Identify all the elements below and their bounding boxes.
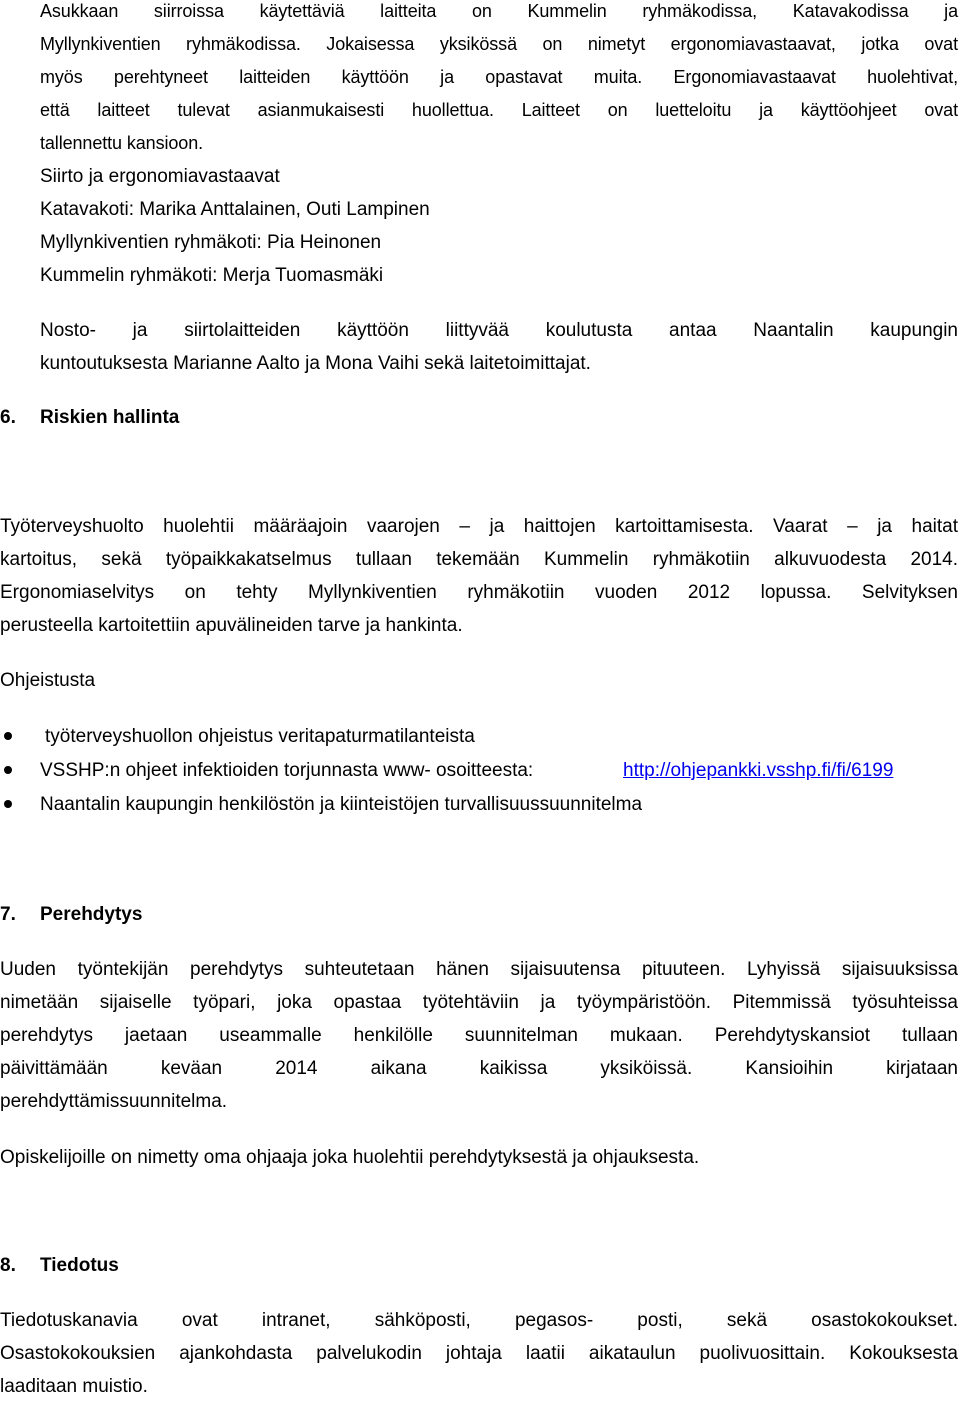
list-item-text: työterveyshuollon ohjeistus veritapaturmatilanteista — [45, 726, 475, 747]
paragraph-line: että laitteet tulevat asianmukaisesti huollettua. Laitteet on luetteloitu ja käyttöohjeet ovat — [40, 100, 958, 120]
paragraph-line: Uuden työntekijän perehdytys suhteutetaan hänen sijaisuutensa pituuteen. Lyhyissä sijaisuuksissa — [0, 959, 958, 980]
list-item — [0, 754, 958, 787]
risk-paragraph — [0, 510, 958, 642]
students-paragraph: Opiskelijoille on nimetty oma ohjaaja joka huolehtii perehdytyksestä ja ohjauksesta. — [0, 1147, 700, 1168]
heading-number: 8. — [0, 1255, 16, 1276]
vsshp-link[interactable]: http://ohjepankki.vsshp.fi/fi/6199 — [623, 760, 894, 781]
paragraph-line: perusteella kartoitettiin apuvälineiden tarve ja hankinta. — [0, 615, 463, 636]
paragraph-line: tallennettu kansioon. — [40, 133, 204, 153]
list-item — [0, 788, 958, 821]
paragraph-line: perehdyttämissuunnitelma. — [0, 1091, 228, 1112]
paragraph-line: Nosto- ja siirtolaitteiden käyttöön liittyvää koulutusta antaa Naantalin kaupungin — [40, 320, 958, 341]
list-item-text: Naantalin kaupungin henkilöstön ja kiinteistöjen turvallisuussuunnitelma — [40, 794, 643, 815]
induction-paragraph — [0, 953, 958, 1118]
heading-number: 6. — [0, 407, 16, 428]
list-item — [0, 720, 958, 753]
bullet-icon — [4, 732, 12, 740]
paragraph-line: Myllynkiventien ryhmäkodissa. Jokaisessa yksikössä on nimetyt ergonomiavastaavat, jotka ovat — [40, 34, 958, 54]
list-item-text: VSSHP:n ohjeet infektioiden torjunnasta www- osoitteesta: — [40, 760, 534, 781]
bullet-icon — [4, 800, 12, 808]
paragraph-line: päivittämään keväan 2014 aikana kaikissa yksiköissä. Kansioihin kirjataan — [0, 1058, 958, 1079]
paragraph-line: Työterveyshuolto huolehtii määräajoin vaarojen – ja haittojen kartoittamisesta. Vaarat – ja haitat — [0, 516, 958, 537]
paragraph-line: laaditaan muistio. — [0, 1376, 148, 1397]
training-paragraph — [40, 314, 958, 380]
responsible-item: Katavakoti: Marika Anttalainen, Outi Lampinen — [40, 199, 430, 220]
equipment-paragraph — [40, 0, 958, 160]
paragraph-line: Osastokokouksien ajankohdasta palvelukodin johtaja laatii aikataulun puolivuosittain. Kokouksesta — [0, 1343, 958, 1364]
responsible-item: Myllynkiventien ryhmäkoti: Pia Heinonen — [40, 232, 382, 253]
heading-title: Perehdytys — [40, 904, 143, 925]
section-heading-7 — [0, 898, 142, 931]
heading-title: Tiedotus — [40, 1255, 119, 1276]
paragraph-line: kuntoutuksesta Marianne Aalto ja Mona Vaihi sekä laitetoimittajat. — [40, 353, 591, 374]
bullet-icon — [4, 766, 12, 774]
paragraph-line: myös perehtyneet laitteiden käyttöön ja opastavat muita. Ergonomiavastaavat huolehtivat, — [40, 67, 958, 87]
communication-paragraph — [0, 1304, 958, 1403]
heading-number: 7. — [0, 904, 16, 925]
guidance-title: Ohjeistusta — [0, 670, 96, 691]
responsibles-title: Siirto ja ergonomiavastaavat — [40, 166, 280, 187]
paragraph-line: Asukkaan siirroissa käytettäviä laitteita on Kummelin ryhmäkodissa, Katavakodissa ja — [40, 1, 958, 21]
paragraph-line: Ergonomiaselvitys on tehty Myllynkiventien ryhmäkotiin vuoden 2012 lopussa. Selvityksen — [0, 582, 958, 603]
paragraph-line: kartoitus, sekä työpaikkakatselmus tullaan tekemään Kummelin ryhmäkotiin alkuvuodesta 2014. — [0, 549, 958, 570]
section-heading-6 — [0, 401, 179, 434]
paragraph-line: Tiedotuskanavia ovat intranet, sähköposti, pegasos- posti, sekä osastokokoukset. — [0, 1310, 958, 1331]
paragraph-line: perehdytys jaetaan useammalle henkilölle suunnitelman mukaan. Perehdytyskansiot tullaan — [0, 1025, 958, 1046]
heading-title: Riskien hallinta — [40, 407, 180, 428]
responsible-item: Kummelin ryhmäkoti: Merja Tuomasmäki — [40, 265, 384, 286]
paragraph-line: nimetään sijaiselle työpari, joka opastaa työtehtäviin ja työympäristöön. Pitemmissä työsuhteissa — [0, 992, 958, 1013]
section-heading-8 — [0, 1249, 119, 1282]
